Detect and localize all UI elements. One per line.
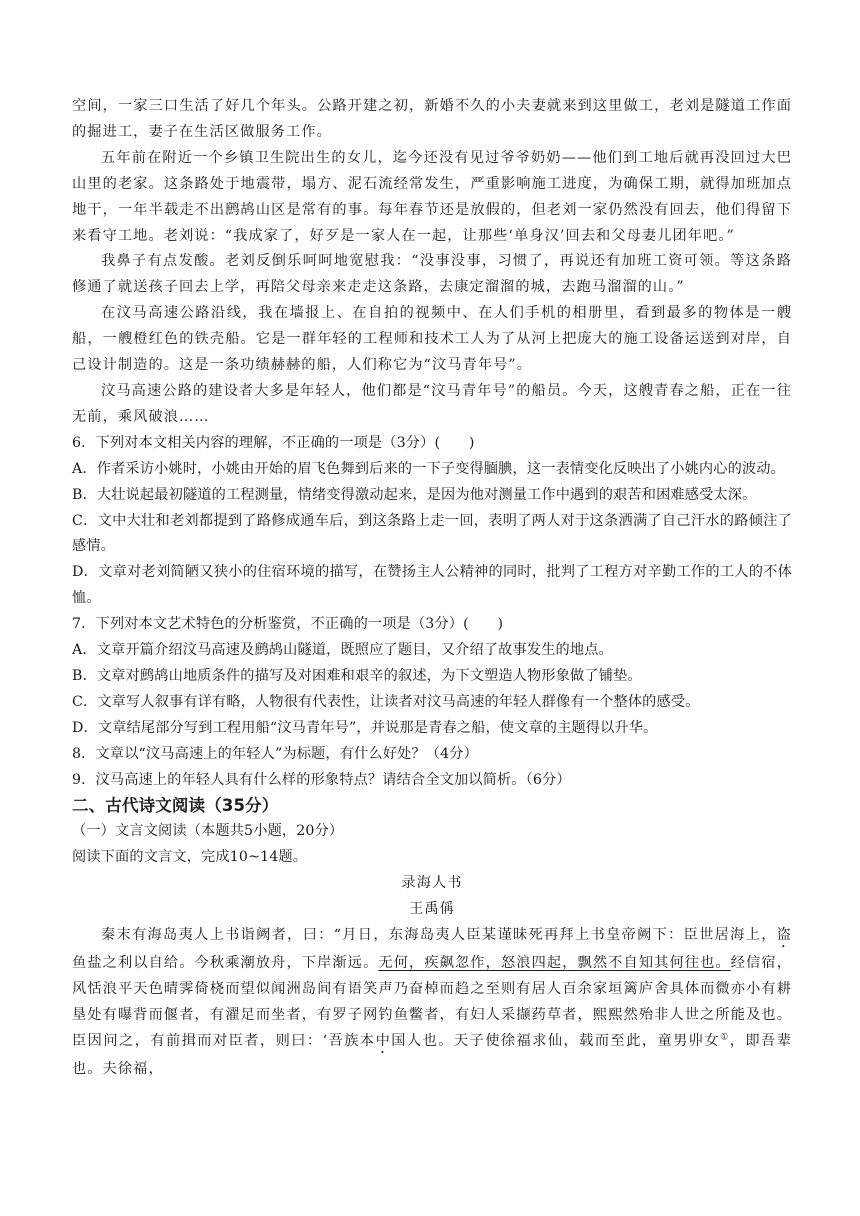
question-7: 7．下列对本文艺术特色的分析鉴赏，不正确的一项是（3分）( ) bbox=[72, 616, 504, 633]
question-6-option-a: A．作者采访小姚时，小姚由开始的眉飞色舞到后来的一下子变得腼腆，这一表情变化反映出了小姚内心的波动。 bbox=[72, 460, 785, 477]
question-7-option-b: B．文章对鹧鸪山地质条件的描写及对困难和艰辛的叙述，为下文塑造人物形象做了铺垫。 bbox=[72, 667, 642, 684]
classical-text-part-b: 鱼盐之利以自给。今秋乘潮放舟，下岸渐远。 bbox=[72, 955, 379, 972]
section-title: 二、古代诗文阅读（35分） bbox=[72, 796, 279, 816]
article-author: 王禹偁 bbox=[409, 901, 455, 918]
question-7-option-d: D．文章结尾部分写到工程用船“汶马青年号”，并说那是青春之船，使文章的主题得以升华。 bbox=[72, 719, 658, 736]
question-6: 6．下列对本文相关内容的理解，不正确的一项是（3分）( ) bbox=[72, 434, 475, 451]
article-title: 录海人书 bbox=[401, 875, 463, 892]
footnote-marker: ① bbox=[720, 1032, 730, 1043]
reading-instruction: 阅读下面的文言文，完成10~14题。 bbox=[72, 849, 308, 866]
classical-text-part-a: 秦末有海岛夷人上书诣阙者，曰：“月日，东海岛夷人臣某谨昧死再拜上书皇帝阙下：臣世居海上， bbox=[101, 927, 777, 944]
passage-paragraph-5: 汶马高速公路的建设者大多是年轻人，他们都是“汶马青年号”的船员。今天，这艘青春之船，正在一往无前，乘风破浪…… bbox=[72, 382, 792, 425]
underlined-sentence: 无何，疾飙忽作，怒浪四起，飘然不自知其何往也。 bbox=[378, 955, 731, 972]
subsection-title: （一）文言文阅读（本题共5小题，20分） bbox=[72, 823, 344, 840]
passage-paragraph-1: 空间，一家三口生活了好几个年头。公路开建之初，新婚不久的小夫妻就来到这里做工，老刘是隧道工作面的掘进工，妻子在生活区做服务工作。 bbox=[72, 98, 792, 140]
emphasis-char-dao: 盗 bbox=[776, 927, 792, 944]
classical-text-part-d: 国人也。天子使徐福求仙，载而至此，童男丱女 bbox=[391, 1032, 721, 1049]
passage-paragraph-4: 在汶马高速公路沿线，我在墙报上、在自拍的视频中、在人们手机的相册里，看到最多的物体是一艘船，一艘橙红色的铁壳船。它是一群年轻的工程师和技术工人为了从河上把庞大的施工设备运送到对岸，自己设计制造的。这是一条功绩赫赫的船，人们称它为“汶马青年号”。 bbox=[72, 305, 792, 374]
question-6-option-d: D．文章对老刘简陋又狭小的住宿环境的描写，在赞扬主人公精神的同时，批判了工程方对辛勤工作的工人的不体恤。 bbox=[72, 564, 792, 607]
question-7-option-c: C．文章写人叙事有详有略，人物很有代表性，让读者对汶马高速的年轻人群像有一个整体的感受。 bbox=[72, 693, 700, 710]
question-6-option-c: C．文中大壮和老刘都提到了路修成通车后，到这条路上走一回，表明了两人对于这条洒满了自己汗水的路倾注了感情。 bbox=[72, 512, 792, 555]
passage-paragraph-2: 五年前在附近一个乡镇卫生院出生的女儿，迄今还没有见过爷爷奶奶——他们到工地后就再没回过大巴山里的老家。这条路处于地震带，塌方、泥石流经常发生，严重影响施工进度，为确保工期，就得加班加点地干，一年半载走不出鹧鸪山区是常有的事。每年春节还是放假的，但老刘一家仍然没有回去，他们得留下来看守工地。老刘说：“我成家了，好歹是一家人在一起，让那些‘单身汉’回去和父母妻儿团年吧。” bbox=[72, 149, 792, 244]
question-8: 8．文章以“汶马高速上的年轻人”为标题，有什么好处？（4分） bbox=[72, 745, 478, 762]
question-7-option-a: A．文章开篇介绍汶马高速及鹧鸪山隧道，既照应了题目，又介绍了故事发生的地点。 bbox=[72, 642, 613, 659]
question-9: 9．汶马高速上的年轻人具有什么样的形象特点？请结合全文加以简析。（6分） bbox=[72, 771, 571, 788]
emphasis-char-zhong: 中 bbox=[375, 1032, 392, 1049]
question-6-option-b: B．大壮说起最初隧道的工程测量，情绪变得激动起来，是因为他对测量工作中遇到的艰苦和困难感受太深。 bbox=[72, 486, 757, 503]
passage-paragraph-3: 我鼻子有点发酸。老刘反倒乐呵呵地宽慰我：“没事没事，习惯了，再说还有加班工资可领。等这条路修通了就送孩子回去上学，再陪父母亲来走走这条路，去康定溜溜的城，去跑马溜溜的山。” bbox=[72, 253, 792, 296]
classical-text-part-e: ，即吾辈也。夫徐福， bbox=[72, 1032, 792, 1077]
classical-text-part-c: 经信宿，风恬浪平天色晴霁倚桡而望似闻洲岛间有语笑声乃奋棹而趋之至则有居人百余家垣篱庐舍具体而微亦小有耕垦处有曝背而偃者，有濯足而坐者，有罗子网钓鱼鳖者，有妇人采撷药草者，熙熙然殆非人世之所能及也。臣因问之，有前揖而对臣者，则曰：‘吾族本 bbox=[72, 955, 792, 1049]
classical-text bbox=[72, 923, 792, 1083]
document-page bbox=[72, 94, 792, 1083]
